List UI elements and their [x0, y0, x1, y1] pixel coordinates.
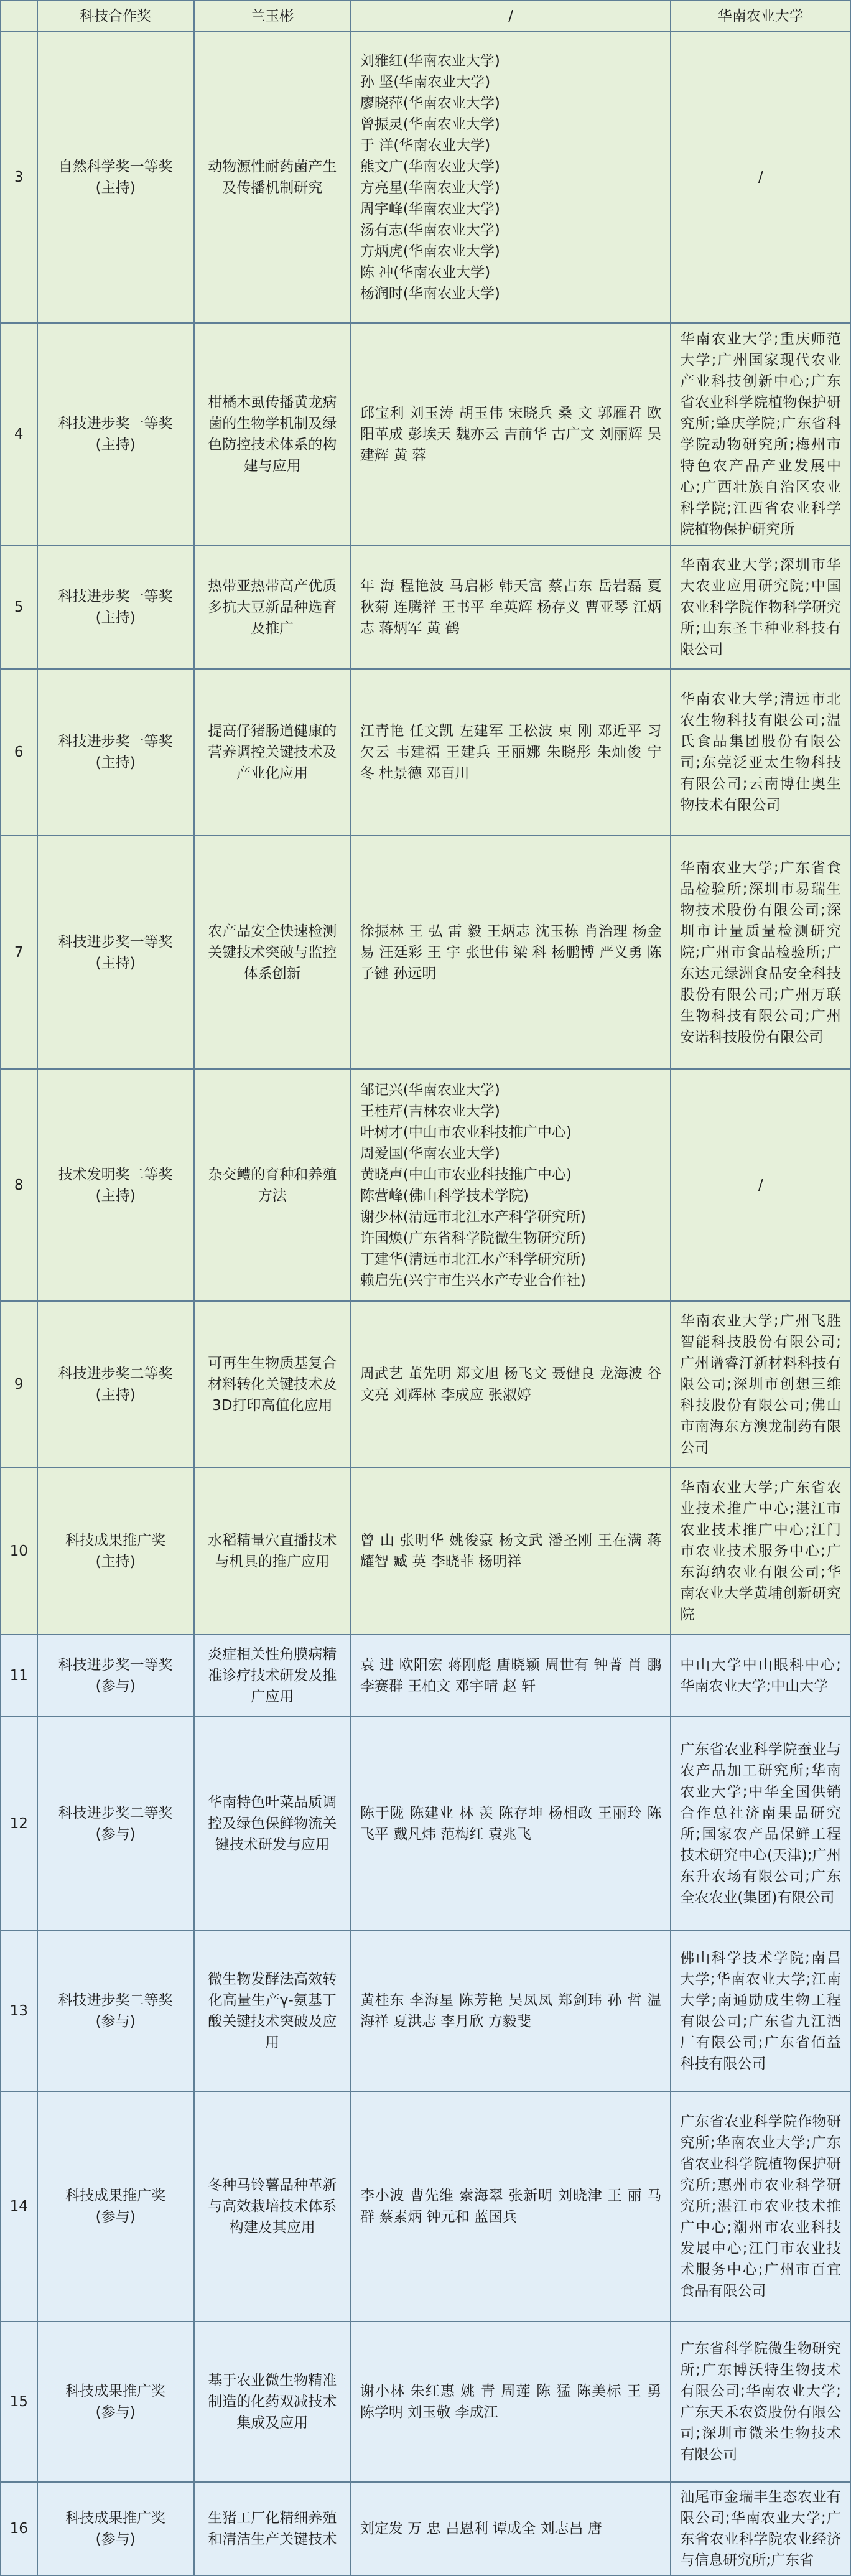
- table-row: [1, 2482, 850, 2575]
- person-entry: 叶树才(中山市农业科技推广中心): [360, 1124, 572, 1141]
- people-cell: 李小波 曹先维 索海翠 张新明 刘晓津 王 丽 马 群 蔡素炳 钟元和 蓝国兵: [351, 2091, 671, 2322]
- people-cell: 江青艳 任文凯 左建军 王松波 束 刚 邓近平 习欠云 韦建福 王建兵 王丽娜 朱晓彤 朱灿俊 宁 冬 杜景德 邓百川: [351, 669, 671, 836]
- units-cell: 汕尾市金瑞丰生态农业有限公司;华南农业大学;广东省农业科学院农业经济与信息研究所;广东省: [671, 2482, 850, 2575]
- award-type-cell: [37, 2091, 194, 2322]
- award-type: 自然科学奖一等奖: [58, 159, 173, 175]
- award-role: (参与): [95, 1678, 136, 1694]
- table-row: [1, 1301, 850, 1468]
- row-number: 16: [1, 2482, 37, 2575]
- person-entry: 于 洋(华南农业大学): [360, 138, 491, 154]
- person-entry: 廖晓萍(华南农业大学): [360, 95, 500, 111]
- project-name: 基于农业微生物精准制造的化药双减技术集成及应用: [194, 2322, 351, 2482]
- header-blank-cell: [1, 1, 37, 32]
- person-entry: 谢少林(清远市北江水产科学研究所): [360, 1208, 586, 1225]
- units-cell: /: [671, 1069, 850, 1301]
- award-role: (参与): [95, 2014, 136, 2030]
- person-entry: 周宇峰(华南农业大学): [360, 201, 500, 217]
- row-number: 13: [1, 1931, 37, 2091]
- award-type-cell: [37, 1931, 194, 2091]
- units-cell: /: [671, 32, 850, 323]
- row-number: 11: [1, 1635, 37, 1717]
- units-cell: 华南农业大学;广东省食品检验所;深圳市易瑞生物技术股份有限公司;深圳市计量质量检测研究院;广州市食品检验所;广东达元绿洲食品安全科技股份有限公司;广州万联生物科技有限公司;广州安诺科技股份有限公司: [671, 836, 850, 1069]
- award-type: 科技进步奖二等奖: [58, 1805, 173, 1821]
- people-cell: 陈于陇 陈建业 林 羡 陈存坤 杨相政 王丽玲 陈飞平 戴凡炜 范梅红 袁兆飞: [351, 1717, 671, 1931]
- project-name: 杂交鳢的育种和养殖方法: [194, 1069, 351, 1301]
- person-entry: 孙 坚(华南农业大学): [360, 74, 491, 90]
- table-row: [1, 2322, 850, 2482]
- award-type: 技术发明奖二等奖: [58, 1166, 173, 1183]
- people-cell: 谢小林 朱红惠 姚 青 周莲 陈 猛 陈美标 王 勇 陈学明 刘玉敬 李成江: [351, 2322, 671, 2482]
- award-type-cell: [37, 32, 194, 323]
- award-type: 科技成果推广奖: [65, 2383, 166, 2399]
- award-type-cell: [37, 1468, 194, 1635]
- row-number: 10: [1, 1468, 37, 1635]
- award-type: 科技进步奖二等奖: [58, 1366, 173, 1382]
- award-role: (主持): [95, 1187, 136, 1204]
- project-name: 冬种马铃薯品种革新与高效栽培技术体系构建及其应用: [194, 2091, 351, 2322]
- table-row: [1, 1931, 850, 2091]
- person-entry: 杨润时(华南农业大学): [360, 286, 500, 302]
- award-type-cell: [37, 1301, 194, 1468]
- row-number: 6: [1, 669, 37, 836]
- award-type-cell: [37, 2482, 194, 2575]
- award-type-cell: [37, 2322, 194, 2482]
- row-number: 8: [1, 1069, 37, 1301]
- project-name: 可再生生物质基复合材料转化关键技术及3D打印高值化应用: [194, 1301, 351, 1468]
- table-row: [1, 2091, 850, 2322]
- header-row: [1, 1, 850, 32]
- units-cell: 佛山科学技术学院;南昌大学;华南农业大学;江南大学;南通励成生物工程有限公司;广东省九江酒厂有限公司;广东省佰益科技有限公司: [671, 1931, 850, 2091]
- award-role: (主持): [95, 755, 136, 771]
- units-cell: 华南农业大学;重庆师范大学;广州国家现代农业产业科技创新中心;广东省农业科学院植物保护研究所;肇庆学院;广东省科学院动物研究所;梅州市特色农产品产业发展中心;广西壮族自治区农业科学院;江西省农业科学院植物保护研究所: [671, 323, 850, 546]
- award-type: 科技成果推广奖: [65, 2510, 166, 2526]
- people-cell: [351, 32, 671, 323]
- row-number: 3: [1, 32, 37, 323]
- person-entry: 刘雅红(华南农业大学): [360, 53, 500, 69]
- person-entry: 黄晓声(中山市农业科技推广中心): [360, 1166, 572, 1183]
- person-entry: 许国焕(广东省科学院微生物研究所): [360, 1230, 586, 1246]
- row-number: 14: [1, 2091, 37, 2322]
- people-cell: 曾 山 张明华 姚俊豪 杨文武 潘圣刚 王在满 蒋耀智 臧 英 李晓菲 杨明祥: [351, 1468, 671, 1635]
- person-entry: 陈营峰(佛山科学技术学院): [360, 1187, 529, 1204]
- award-type: 科技进步奖二等奖: [58, 1992, 173, 2009]
- person-entry: 方亮星(华南农业大学): [360, 180, 500, 196]
- award-type: 科技成果推广奖: [65, 2188, 166, 2204]
- table-row: [1, 836, 850, 1069]
- units-cell: 广东省农业科学院作物研究所;华南农业大学;广东省农业科学院植物保护研究所;惠州市农业科学研究所;湛江市农业技术推广中心;潮州市农业科技发展中心;江门市农业技术服务中心;广州市百宜食品有限公司: [671, 2091, 850, 2322]
- units-cell: 华南农业大学;清远市北农生物科技有限公司;温氏食品集团股份有限公司;东莞泛亚太生物科技有限公司;云南博仕奥生物技术有限公司: [671, 669, 850, 836]
- people-cell: 徐振林 王 弘 雷 毅 王炳志 沈玉栋 肖治理 杨金易 汪廷彩 王 宇 张世伟 梁 科 杨鹏博 严义勇 陈子键 孙远明: [351, 836, 671, 1069]
- award-role: (参与): [95, 2209, 136, 2225]
- award-type: 科技进步奖一等奖: [58, 933, 173, 950]
- table-row: [1, 1468, 850, 1635]
- header-people: /: [351, 1, 671, 32]
- person-entry: 曾振灵(华南农业大学): [360, 116, 500, 133]
- award-type-cell: [37, 323, 194, 546]
- person-entry: 熊文广(华南农业大学): [360, 159, 500, 175]
- units-cell: 华南农业大学;广东省农业技术推广中心;湛江市农业技术推广中心;江门市农业技术服务中心;广东海纳农业有限公司;华南农业大学黄埔创新研究院: [671, 1468, 850, 1635]
- award-type: 科技进步奖一等奖: [58, 589, 173, 605]
- award-type-cell: [37, 546, 194, 669]
- table-row: [1, 323, 850, 546]
- person-entry: 汤有志(华南农业大学): [360, 222, 500, 238]
- award-role: (参与): [95, 2531, 136, 2547]
- project-name: 炎症相关性角膜病精准诊疗技术研发及推广应用: [194, 1635, 351, 1717]
- award-role: (主持): [95, 180, 136, 196]
- person-entry: 邹记兴(华南农业大学): [360, 1081, 500, 1098]
- people-cell: 刘定发 万 忠 吕恩利 谭成全 刘志昌 唐: [351, 2482, 671, 2575]
- row-number: 4: [1, 323, 37, 546]
- person-entry: 周爱国(华南农业大学): [360, 1145, 500, 1162]
- award-type: 科技进步奖一等奖: [58, 416, 173, 432]
- award-type-cell: [37, 836, 194, 1069]
- units-cell: 华南农业大学;广州飞胜智能科技股份有限公司;广州谱睿汀新材料科技有限公司;深圳市创想三维科技股份有限公司;佛山市南海东方澳龙制药有限公司: [671, 1301, 850, 1468]
- award-role: (参与): [95, 2404, 136, 2420]
- award-role: (主持): [95, 1387, 136, 1403]
- project-name: 柑橘木虱传播黄龙病菌的生物学机制及绿色防控技术体系的构建与应用: [194, 323, 351, 546]
- project-name: 农产品安全快速检测关键技术突破与监控体系创新: [194, 836, 351, 1069]
- award-type-cell: [37, 669, 194, 836]
- award-type-cell: [37, 1717, 194, 1931]
- award-type-cell: [37, 1635, 194, 1717]
- row-number: 5: [1, 546, 37, 669]
- award-type-cell: [37, 1069, 194, 1301]
- units-cell: 广东省农业科学院蚕业与农产品加工研究所;华南农业大学;中华全国供销合作总社济南果品研究所;国家农产品保鲜工程技术研究中心(天津);广州东升农场有限公司;广东全农农业(集团)有限公司: [671, 1717, 850, 1931]
- award-role: (主持): [95, 954, 136, 971]
- table-row: [1, 1069, 850, 1301]
- people-cell: 袁 进 欧阳宏 蒋刚彪 唐晓颖 周世有 钟菁 肖 鹏 李赛群 王柏文 邓宇晴 赵 轩: [351, 1635, 671, 1717]
- people-cell: 年 海 程艳波 马启彬 韩天富 蔡占东 岳岩磊 夏秋菊 连腾祥 王书平 牟英辉 杨存义 曹亚琴 江炳志 蒋炳军 黄 鹤: [351, 546, 671, 669]
- units-cell: 广东省科学院微生物研究所;广东博沃特生物技术有限公司;华南农业大学;广东天禾农资股份有限公司;深圳市微米生物技术有限公司: [671, 2322, 850, 2482]
- people-cell: 邱宝利 刘玉涛 胡玉伟 宋晓兵 桑 文 郭雁君 欧阳革成 彭埃天 魏亦云 吉前华 古广文 刘丽辉 吴建辉 黄 蓉: [351, 323, 671, 546]
- project-name: 提高仔猪肠道健康的营养调控关键技术及产业化应用: [194, 669, 351, 836]
- award-role: (主持): [95, 1554, 136, 1570]
- row-number: 9: [1, 1301, 37, 1468]
- person-entry: 方炳虎(华南农业大学): [360, 243, 500, 259]
- award-type: 科技进步奖一等奖: [58, 1657, 173, 1673]
- header-person: 兰玉彬: [194, 1, 351, 32]
- award-type: 科技成果推广奖: [65, 1533, 166, 1549]
- project-name: 生猪工厂化精细养殖和清洁生产关键技术: [194, 2482, 351, 2575]
- award-role: (参与): [95, 1826, 136, 1842]
- project-name: 华南特色叶菜品质调控及绿色保鲜物流关键技术研发与应用: [194, 1717, 351, 1931]
- row-number: 12: [1, 1717, 37, 1931]
- project-name: 热带亚热带高产优质多抗大豆新品种选育及推广: [194, 546, 351, 669]
- person-entry: 陈 冲(华南农业大学): [360, 264, 491, 281]
- person-entry: 王桂芹(吉林农业大学): [360, 1103, 500, 1119]
- units-cell: 华南农业大学;深圳市华大农业应用研究院;中国农业科学院作物科学研究所;山东圣丰种业科技有限公司: [671, 546, 850, 669]
- award-role: (主持): [95, 437, 136, 453]
- project-name: 微生物发酵法高效转化高量生产γ-氨基丁酸关键技术突破及应用: [194, 1931, 351, 2091]
- table-row: [1, 669, 850, 836]
- table-row: [1, 32, 850, 323]
- units-cell: 中山大学中山眼科中心;华南农业大学;中山大学: [671, 1635, 850, 1717]
- row-number: 15: [1, 2322, 37, 2482]
- person-entry: 丁建华(清远市北江水产科学研究所): [360, 1251, 586, 1267]
- table-row: [1, 1635, 850, 1717]
- table-body: [1, 32, 850, 2575]
- people-cell: 周武艺 董先明 郑文旭 杨飞文 聂健良 龙海波 谷文亮 刘辉林 李成应 张淑婷: [351, 1301, 671, 1468]
- table-row: [1, 546, 850, 669]
- table-row: [1, 1717, 850, 1931]
- people-cell: 黄桂东 李海星 陈芳艳 吴凤凤 郑剑玮 孙 哲 温海祥 夏洪志 李月欣 方毅斐: [351, 1931, 671, 2091]
- people-cell: [351, 1069, 671, 1301]
- header-award-type: 科技合作奖: [37, 1, 194, 32]
- project-name: 水稻精量穴直播技术与机具的推广应用: [194, 1468, 351, 1635]
- project-name: 动物源性耐药菌产生及传播机制研究: [194, 32, 351, 323]
- header-unit: 华南农业大学: [671, 1, 850, 32]
- row-number: 7: [1, 836, 37, 1069]
- award-type: 科技进步奖一等奖: [58, 734, 173, 750]
- person-entry: 赖启先(兴宁市生兴水产专业合作社): [360, 1272, 586, 1289]
- award-role: (主持): [95, 610, 136, 626]
